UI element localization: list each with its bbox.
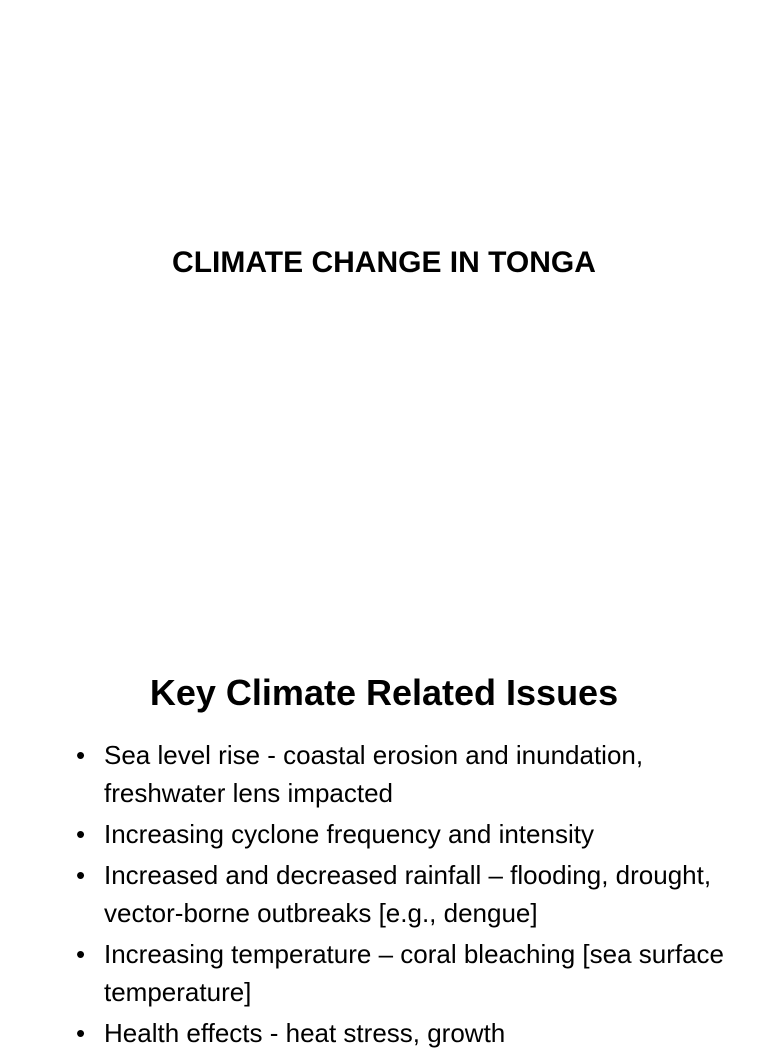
bullet-text: Sea level rise - coastal erosion and inundation, freshwater lens impacted: [104, 740, 644, 808]
bullet-dot-icon: •: [76, 740, 86, 770]
bullet-dot-icon: •: [76, 860, 86, 890]
bullet-text: Increasing cyclone frequency and intensity: [104, 819, 594, 849]
slide-key-issues: [0, 640, 768, 1048]
bullet-text: Increased and decreased rainfall – flooding, drought, vector-borne outbreaks [e.g., dengue]: [104, 860, 712, 928]
bullet-dot-icon: •: [76, 1018, 86, 1048]
bullet-item: [74, 856, 724, 932]
bullet-item: [74, 736, 724, 812]
bullet-dot-icon: •: [76, 819, 86, 849]
slide-title: CLIMATE CHANGE IN TONGA: [172, 246, 596, 279]
bullet-text: Health effects - heat stress, growth: [104, 1018, 506, 1048]
bullet-item: [74, 815, 724, 853]
bullet-list: [74, 736, 724, 1055]
bullet-item: [74, 1014, 724, 1052]
bullet-item: [74, 935, 724, 1011]
bullet-text: Increasing temperature – coral bleaching [sea surface temperature]: [104, 939, 725, 1007]
slide-heading: Key Climate Related Issues: [149, 672, 619, 713]
bullet-dot-icon: •: [76, 939, 86, 969]
